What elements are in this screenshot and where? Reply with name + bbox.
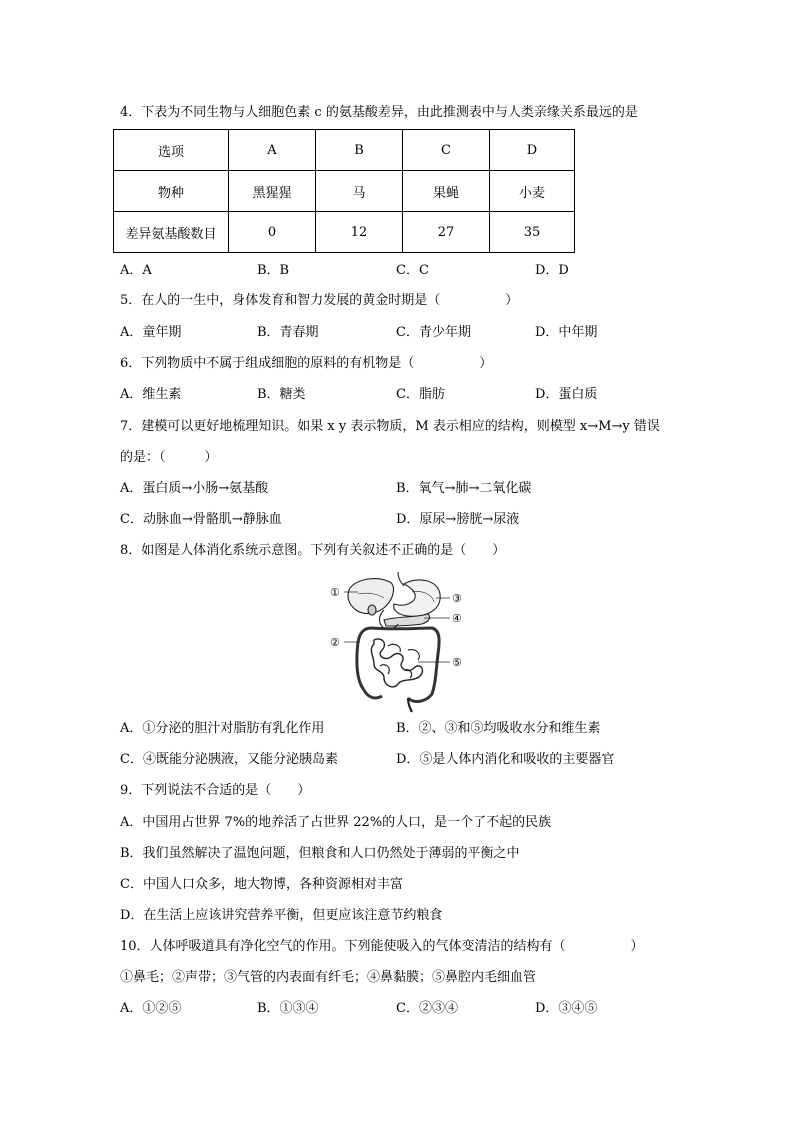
digestive-system-diagram (328, 570, 468, 715)
q10-option-c: C．②③④ (396, 1001, 458, 1016)
q8-option-b: B．②、③和⑤均吸收水分和维生素 (396, 721, 601, 736)
table-cell: 果蝇 (403, 171, 490, 212)
table-cell: 35 (490, 212, 575, 253)
q6-option-a: A．维生素 (120, 387, 182, 402)
q7-option-b: B．氧气→肺→二氧化碳 (396, 481, 532, 496)
q4-option-d: D．D (535, 263, 569, 278)
label-2: ② (330, 636, 340, 649)
table-row (114, 212, 575, 253)
q7-option-d: D．原尿→膀胱→尿液 (396, 512, 520, 527)
table-cell: 27 (403, 212, 490, 253)
table-cell: 马 (316, 171, 403, 212)
amino-acid-table (113, 129, 575, 253)
table-cell: 12 (316, 212, 403, 253)
q9-option-c: C．中国人口众多，地大物博，各种资源相对丰富 (120, 877, 403, 892)
q8-stem: 8．如图是人体消化系统示意图。下列有关叙述不正确的是（ ） (120, 543, 506, 558)
q7-stem-line1: 7．建模可以更好地梳理知识。如果 x y 表示物质，M 表示相应的结构，则模型 x→M→y 错误 (120, 419, 660, 434)
q7-option-a: A．蛋白质→小肠→氨基酸 (120, 481, 269, 496)
q9-option-a: A．中国用占世界 7%的地养活了占世界 22%的人口，是一个了不起的民族 (120, 815, 552, 830)
q9-option-b: B．我们虽然解决了温饱问题，但粮食和人口仍然处于薄弱的平衡之中 (120, 846, 520, 861)
label-5: ⑤ (452, 656, 462, 669)
table-row (114, 171, 575, 212)
q10-option-b: B．①③④ (257, 1001, 319, 1016)
label-4: ④ (452, 612, 462, 625)
table-cell: 物种 (114, 171, 229, 212)
q10-option-a: A．①②⑤ (120, 1001, 182, 1016)
q4-option-a: A．A (120, 263, 152, 278)
q4-stem: 4．下表为不同生物与人细胞色素 c 的氨基酸差异，由此推测表中与人类亲缘关系最远的是 (120, 105, 638, 120)
q10-option-d: D．③④⑤ (535, 1001, 598, 1016)
large-intestine-shape (357, 628, 439, 701)
q10-structure-list: ①鼻毛；②声带；③气管的内表面有纤毛；④鼻黏膜；⑤鼻腔内毛细血管 (120, 970, 537, 985)
q5-stem: 5．在人的一生中，身体发育和智力发展的黄金时期是（ ） (120, 293, 519, 308)
q5-option-a: A．童年期 (120, 325, 182, 340)
table-cell: A (229, 130, 316, 171)
stomach-shape (394, 580, 441, 616)
q5-option-b: B．青春期 (257, 325, 319, 340)
q8-option-d: D．⑤是人体内消化和吸收的主要器官 (396, 752, 615, 767)
q6-option-d: D．蛋白质 (535, 387, 598, 402)
table-cell: 差异氨基酸数目 (114, 212, 229, 253)
table-cell: D (490, 130, 575, 171)
q6-option-b: B．糖类 (257, 387, 306, 402)
q9-option-d: D．在生活上应该讲究营养平衡，但更应该注意节约粮食 (120, 908, 443, 923)
gallbladder-shape (368, 605, 376, 615)
table-cell: 选项 (114, 130, 229, 171)
table-cell: 0 (229, 212, 316, 253)
table-cell: 小麦 (490, 171, 575, 212)
q6-option-c: C．脂肪 (396, 387, 445, 402)
small-intestine-shape (371, 639, 422, 687)
q8-option-c: C．④既能分泌胰液，又能分泌胰岛素 (120, 752, 338, 767)
q9-stem: 9．下列说法不合适的是（ ） (120, 783, 311, 798)
q6-stem: 6．下列物质中不属于组成细胞的原料的有机物是（ ） (120, 356, 493, 371)
q4-option-c: C．C (396, 263, 429, 278)
q5-option-d: D．中年期 (535, 325, 598, 340)
q7-option-c: C．动脉血→骨骼肌→静脉血 (120, 512, 282, 527)
label-3: ③ (452, 592, 462, 605)
q4-option-b: B．B (257, 263, 290, 278)
table-row (114, 130, 575, 171)
table-cell: B (316, 130, 403, 171)
q8-option-a: A．①分泌的胆汁对脂肪有乳化作用 (120, 721, 325, 736)
q5-option-c: C．青少年期 (396, 325, 471, 340)
table-cell: C (403, 130, 490, 171)
table-cell: 黑猩猩 (229, 171, 316, 212)
q7-stem-line2: 的是：（ ） (120, 450, 218, 465)
label-1: ① (330, 586, 340, 599)
q10-stem: 10．人体呼吸道具有净化空气的作用。下列能使吸入的气体变清洁的结构有（ ） (120, 939, 644, 954)
